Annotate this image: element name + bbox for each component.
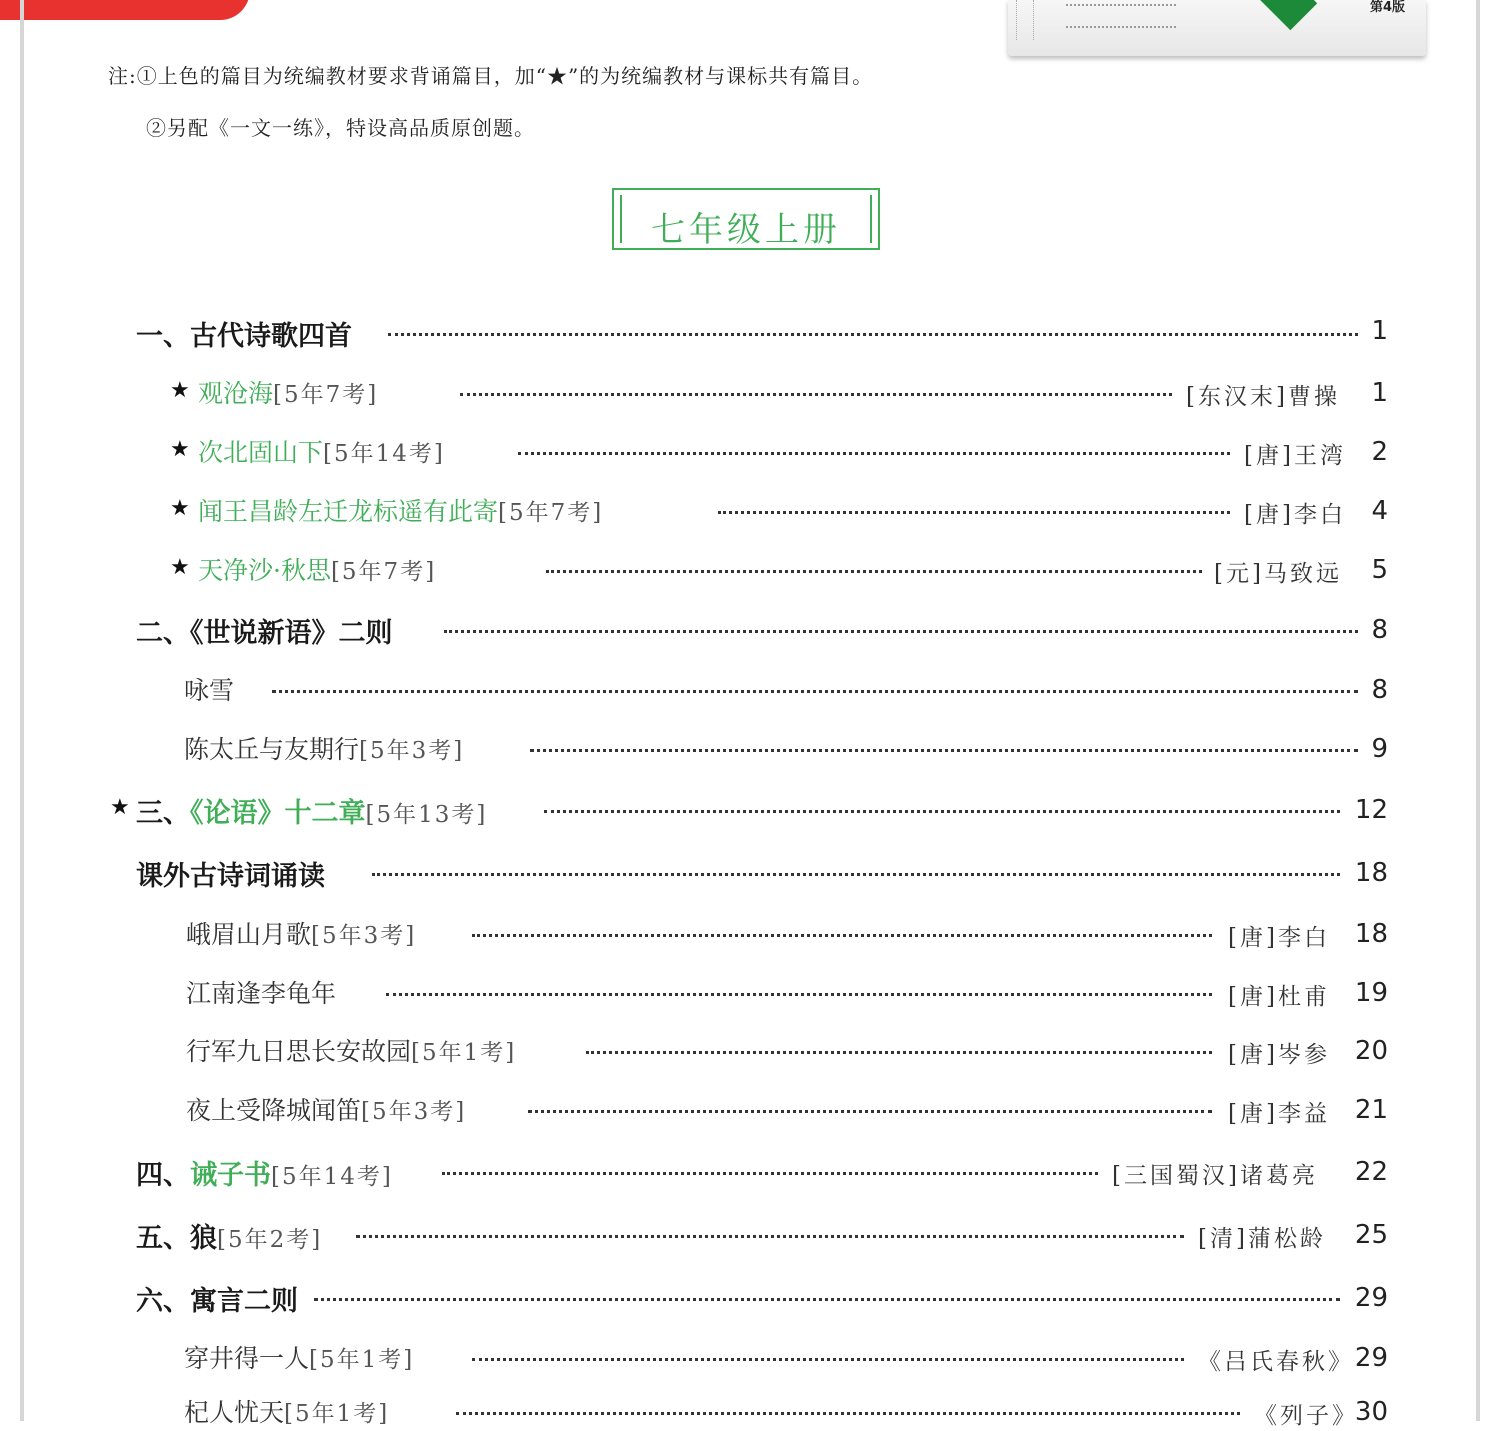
toc-page-number: 2 — [1371, 437, 1388, 467]
toc-row[interactable] — [0, 728, 1500, 768]
toc-leader-dots — [356, 1235, 1184, 1238]
toc-green-text: 次北固山下 — [198, 438, 324, 467]
toc-exam-count: [5年1考] — [309, 1347, 415, 1373]
toc-page-number: 8 — [1371, 675, 1388, 705]
toc-page-number: 5 — [1371, 555, 1388, 585]
toc-title — [184, 1339, 414, 1375]
toc-exam-count: [5年3考] — [359, 738, 465, 764]
toc-leader-dots — [442, 1172, 1098, 1175]
toc-title: 江南逢李龟年 — [186, 979, 337, 1008]
toc-row[interactable] — [0, 1089, 1500, 1129]
toc-title: 课外古诗词诵读 — [136, 861, 325, 892]
toc-page-number: 30 — [1354, 1397, 1388, 1427]
toc-prefix: 五、 — [136, 1223, 190, 1254]
toc-title — [184, 730, 464, 766]
toc-text: 峨眉山月歌 — [186, 920, 312, 949]
toc-author: [唐]李白 — [1228, 925, 1330, 951]
star-icon: ★ — [170, 437, 190, 462]
toc-page-number: 20 — [1354, 1036, 1388, 1066]
toc-prefix: 六、 — [136, 1286, 190, 1317]
toc-row[interactable] — [0, 609, 1500, 649]
toc-row[interactable] — [0, 1391, 1500, 1431]
note-line-1: 注:①上色的篇目为统编教材要求背诵篇目，加“★”的为统编教材与课标共有篇目。 — [108, 64, 874, 88]
toc-row[interactable] — [0, 913, 1500, 953]
toc-text: 夜上受降城闻笛 — [186, 1096, 362, 1125]
toc-leader-dots — [472, 1358, 1184, 1361]
toc-green-text: 天净沙·秋思 — [198, 556, 331, 585]
toc-title — [136, 611, 393, 650]
toc-leader-dots — [546, 570, 1202, 573]
toc-exam-count: [5年14考] — [323, 441, 445, 467]
toc-row[interactable] — [0, 852, 1500, 892]
toc-page-number: 22 — [1354, 1157, 1388, 1187]
toc-row[interactable] — [0, 972, 1500, 1012]
section-title-box — [612, 188, 880, 250]
toc-text: 陈太丘与友期行 — [184, 735, 360, 764]
toc-text: 寓言二则 — [190, 1286, 298, 1317]
toc-title — [198, 551, 436, 587]
corner-tab — [0, 0, 250, 20]
toc-page-number: 18 — [1354, 858, 1388, 888]
toc-page-number: 29 — [1354, 1283, 1388, 1313]
toc-exam-count: [5年2考] — [217, 1227, 323, 1253]
toc-leader-dots — [530, 749, 1358, 752]
toc-green-text: 闻王昌龄左迁龙标遥有此寄 — [198, 497, 499, 526]
toc-title — [198, 492, 603, 528]
toc-title — [186, 1032, 516, 1068]
toc-page-number: 19 — [1354, 978, 1388, 1008]
toc-leader-dots — [388, 333, 1358, 336]
toc-leader-dots — [456, 1412, 1240, 1415]
toc-author: [唐]王湾 — [1244, 443, 1346, 469]
toc-leader-dots — [372, 873, 1340, 876]
toc-row[interactable] — [0, 1277, 1500, 1317]
toc-exam-count: [5年7考] — [273, 382, 379, 408]
toc-leader-dots — [586, 1051, 1212, 1054]
toc-green-text: 诫子书 — [190, 1160, 271, 1191]
note-line-2: ②另配《一文一练》，特设高品质原创题。 — [146, 116, 535, 140]
toc-title — [186, 1091, 466, 1127]
toc-author: [唐]岑参 — [1228, 1042, 1330, 1068]
toc-exam-count: [5年7考] — [330, 559, 437, 585]
toc-leader-dots — [444, 630, 1358, 633]
toc-row[interactable] — [0, 372, 1500, 412]
toc-row[interactable] — [0, 431, 1500, 471]
toc-leader-dots — [528, 1110, 1212, 1113]
toc-title: 咏雪 — [184, 676, 235, 705]
toc-exam-count: [5年3考] — [361, 1099, 467, 1125]
toc-author: [唐]李益 — [1228, 1101, 1330, 1127]
toc-row[interactable] — [0, 490, 1500, 530]
toc-page-number: 12 — [1354, 795, 1388, 825]
toc-row[interactable] — [0, 1151, 1500, 1191]
toc-leader-dots — [518, 452, 1230, 455]
toc-title — [198, 374, 378, 410]
toc-leader-dots — [272, 690, 1358, 693]
toc-author: [唐]李白 — [1244, 502, 1346, 528]
toc-title — [198, 433, 445, 469]
toc-page-number: 1 — [1371, 316, 1388, 346]
toc-title — [186, 915, 416, 951]
toc-text: 古代诗歌四首 — [190, 321, 352, 352]
toc-row[interactable] — [0, 1214, 1500, 1254]
page-border-left — [20, 0, 24, 1421]
toc-page-number: 29 — [1354, 1343, 1388, 1373]
toc-title — [136, 1279, 298, 1318]
star-icon: ★ — [170, 555, 190, 580]
toc-leader-dots — [314, 1298, 1340, 1301]
toc-green-text: 观沧海 — [198, 379, 274, 408]
toc-leader-dots — [544, 810, 1340, 813]
toc-leader-dots — [718, 511, 1230, 514]
toc-page-number: 4 — [1371, 496, 1388, 526]
toc-text: 《世说新语》二则 — [190, 618, 393, 649]
toc-prefix: 一、 — [136, 321, 190, 352]
toc-author: [三国蜀汉]诸葛亮 — [1112, 1163, 1318, 1189]
book-cover-text-lines — [1066, 4, 1176, 28]
toc-text: 狼 — [190, 1223, 217, 1254]
toc-author: [清]蒲松龄 — [1198, 1226, 1326, 1252]
toc-exam-count: [5年1考] — [284, 1401, 390, 1427]
star-icon: ★ — [110, 795, 130, 820]
star-icon: ★ — [170, 378, 190, 403]
toc-prefix: 四、 — [136, 1160, 190, 1191]
toc-page-number: 9 — [1371, 734, 1388, 764]
toc-title — [136, 1216, 322, 1255]
toc-row[interactable] — [0, 1030, 1500, 1070]
toc-title — [136, 791, 487, 830]
toc-prefix: 三、 — [136, 798, 190, 829]
toc-exam-count: [5年13考] — [365, 802, 488, 828]
toc-title — [184, 1393, 389, 1429]
toc-leader-dots — [386, 993, 1212, 996]
toc-leader-dots — [460, 393, 1172, 396]
toc-page-number: 8 — [1371, 615, 1388, 645]
toc-author: [东汉末]曹操 — [1186, 384, 1340, 410]
toc-text: 穿井得一人 — [184, 1344, 310, 1373]
toc-row[interactable] — [0, 312, 1500, 352]
book-spine — [1016, 0, 1034, 40]
toc-row[interactable] — [0, 789, 1500, 829]
toc-page-number: 25 — [1354, 1220, 1388, 1250]
toc-page-number: 1 — [1371, 378, 1388, 408]
toc-exam-count: [5年14考] — [271, 1164, 393, 1190]
toc-title — [136, 314, 352, 353]
star-icon: ★ — [170, 496, 190, 521]
toc-author: [元]马致远 — [1214, 561, 1342, 587]
toc-row[interactable] — [0, 669, 1500, 709]
toc-row[interactable] — [0, 549, 1500, 589]
toc-green-text: 《论语》十二章 — [190, 798, 366, 829]
toc-row[interactable] — [0, 1337, 1500, 1377]
toc-author: [唐]杜甫 — [1228, 984, 1330, 1010]
book-edition: 第4版 — [1370, 0, 1406, 15]
section-title: 七年级上册 — [651, 210, 841, 250]
book-cover-thumbnail — [1008, 0, 1426, 56]
toc-exam-count: [5年1考] — [411, 1040, 517, 1066]
toc-page-number: 21 — [1354, 1095, 1388, 1125]
toc-author: 《列子》 — [1254, 1403, 1358, 1429]
page-border-right — [1476, 0, 1480, 1421]
toc-author: 《吕氏春秋》 — [1198, 1349, 1354, 1375]
book-cover-logo-icon — [1251, 0, 1317, 30]
toc-title — [136, 1153, 393, 1192]
toc-page-number: 18 — [1354, 919, 1388, 949]
toc-exam-count: [5年7考] — [498, 500, 604, 526]
toc-text: 杞人忧天 — [184, 1398, 285, 1427]
toc-prefix: 二、 — [136, 618, 190, 649]
toc-leader-dots — [472, 934, 1212, 937]
toc-exam-count: [5年3考] — [311, 923, 417, 949]
toc-text: 行军九日思长安故园 — [186, 1037, 412, 1066]
